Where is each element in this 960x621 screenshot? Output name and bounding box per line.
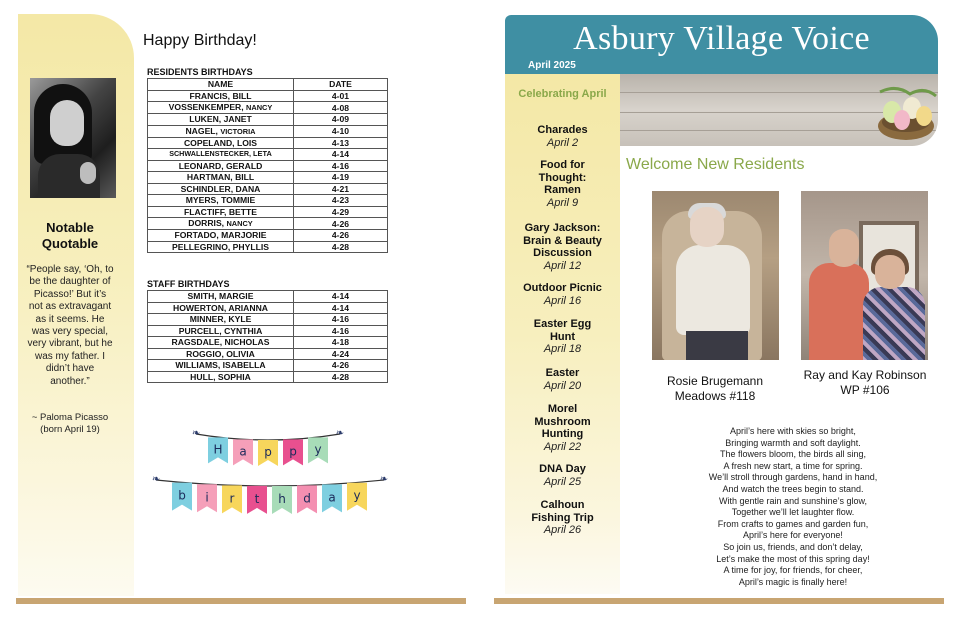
table-row [148, 241, 388, 253]
staff-date: 4-24 [294, 348, 388, 360]
event-name: Food for Thought: Ramen [538, 159, 587, 196]
resident-name: PELLEGRINO, PHYLLIS [148, 241, 294, 253]
bunting-letter: i [205, 490, 209, 505]
resident-date: 4-14 [294, 149, 388, 161]
staff-name: SMITH, MARGIE [148, 291, 294, 303]
event-item [505, 463, 620, 488]
staff-date: 4-14 [294, 302, 388, 314]
staff-name: WILLIAMS, ISABELLA [148, 360, 294, 372]
bunting-letter: d [303, 491, 311, 506]
resident-date: 4-29 [294, 206, 388, 218]
notable-quotable-title: Notable Quotable [41, 220, 99, 251]
resident-name: DORRIS, NANCY [148, 218, 294, 230]
table-row [148, 125, 388, 137]
event-item [505, 222, 620, 272]
event-date: April 25 [543, 475, 582, 488]
resident-date: 4-16 [294, 160, 388, 172]
resident-name: MYERS, TOMMIE [148, 195, 294, 207]
event-date: April 20 [543, 379, 582, 392]
resident2-unit: WP #106 [840, 383, 890, 397]
staff-name: MINNER, KYLE [148, 314, 294, 326]
table-row [148, 160, 388, 172]
table-row [148, 137, 388, 149]
bow-icon: ❧ [192, 428, 201, 439]
bunting-letter: p [264, 445, 272, 459]
event-date: April 9 [546, 196, 579, 209]
resident-name: NAGEL, VICTORIA [148, 125, 294, 137]
staff-birthdays-title: STAFF BIRTHDAYS [147, 279, 230, 289]
event-date: April 22 [543, 440, 582, 453]
resident-date: 4-23 [294, 195, 388, 207]
staff-name: ROGGIO, OLIVIA [148, 348, 294, 360]
table-row [148, 195, 388, 207]
poem-line: A fresh new start, a time for spring. [723, 460, 863, 471]
staff-name: HULL, SOPHIA [148, 371, 294, 383]
staff-date: 4-14 [294, 291, 388, 303]
bunting-letter: b [178, 488, 186, 503]
event-name: Easter [545, 367, 580, 379]
bunting-letter: a [328, 490, 336, 505]
staff-name: RAGSDALE, NICHOLAS [148, 337, 294, 349]
staff-date: 4-18 [294, 337, 388, 349]
resident-date: 4-01 [294, 90, 388, 102]
event-name: Morel Mushroom Hunting [534, 403, 591, 440]
resident-name: FORTADO, MARJORIE [148, 230, 294, 242]
staff-date: 4-16 [294, 325, 388, 337]
table-row [148, 149, 388, 161]
bow-icon: ❧ [379, 474, 388, 485]
bunting-letter: H [213, 442, 223, 457]
event-item [505, 499, 620, 537]
issue-date: April 2025 [528, 60, 576, 71]
resident-date: 4-08 [294, 102, 388, 114]
event-item [505, 159, 620, 209]
table-row [148, 371, 388, 383]
poem-line: With gentle rain and sunshine’s glow, [719, 495, 867, 506]
april-poem [640, 426, 946, 588]
table-row [148, 348, 388, 360]
event-item [505, 124, 620, 149]
poem-line: Together we’ll let laughter flow. [731, 507, 855, 518]
poem-line: April’s magic is finally here! [738, 576, 848, 587]
bunting-letter: h [278, 491, 286, 506]
poem-line: From crafts to games and garden fun, [717, 518, 869, 529]
birthday-heading: Happy Birthday! [143, 32, 257, 49]
event-item [505, 282, 620, 307]
table-row [148, 218, 388, 230]
resident-name: FRANCIS, BILL [148, 90, 294, 102]
bow-icon: ❧ [152, 474, 161, 485]
newsletter-title: Asbury Village Voice [573, 20, 870, 57]
event-date: April 16 [543, 294, 582, 307]
table-row [148, 325, 388, 337]
happy-bunting [192, 426, 344, 472]
poem-line: April’s here for everyone! [743, 530, 843, 541]
ray-kay-robinson-photo [801, 191, 928, 360]
table-row [148, 291, 388, 303]
bottom-divider-right [494, 598, 944, 604]
bow-icon: ❧ [335, 428, 344, 439]
quote-author: ~ Paloma Picasso (born April 19) [31, 412, 109, 435]
staff-birthday-table [147, 290, 388, 383]
table-row [148, 183, 388, 195]
resident-date: 4-10 [294, 125, 388, 137]
staff-date: 4-28 [294, 371, 388, 383]
bottom-divider [16, 598, 466, 604]
table-row [148, 172, 388, 184]
celebrating-heading: Celebrating April [518, 88, 607, 100]
bunting-letter: r [229, 491, 235, 506]
event-name: Gary Jackson: Brain & Beauty Discussion [523, 222, 602, 259]
poem-line: So join us, friends, and don’t delay, [723, 541, 863, 552]
resident-date: 4-21 [294, 183, 388, 195]
resident-name: VOSSENKEMPER, NANCY [148, 102, 294, 114]
poem-line: We’ll stroll through gardens, hand in hand, [708, 472, 878, 483]
poem-line: The flowers bloom, the birds all sing, [719, 449, 867, 460]
resident-name: LEONARD, GERALD [148, 160, 294, 172]
residents-birthday-table [147, 78, 388, 253]
staff-date: 4-16 [294, 314, 388, 326]
resident1-name: Rosie Brugemann [666, 374, 764, 388]
event-name: DNA Day [539, 463, 586, 475]
event-name: Easter Egg Hunt [533, 318, 592, 343]
event-date: April 12 [543, 259, 582, 272]
resident-date: 4-09 [294, 114, 388, 126]
birthday-bunting [152, 472, 388, 524]
bunting-letter: a [239, 444, 247, 459]
event-item [505, 367, 620, 392]
poem-line: A time for joy, for friends, for cheer, [723, 565, 863, 576]
event-date: April 18 [543, 343, 582, 355]
table-row [148, 206, 388, 218]
table-row [148, 90, 388, 102]
resident-name: FLACTIFF, BETTE [148, 206, 294, 218]
resident2-name: Ray and Kay Robinson [803, 368, 927, 382]
event-date: April 2 [546, 136, 579, 149]
event-name: Calhoun Fishing Trip [531, 499, 594, 524]
table-row [148, 314, 388, 326]
resident-date: 4-19 [294, 172, 388, 184]
table-row [148, 114, 388, 126]
staff-name: PURCELL, CYNTHIA [148, 325, 294, 337]
event-name: Charades [537, 124, 588, 136]
bunting-letter: y [353, 488, 361, 503]
resident-name: SCHWALLENSTECKER, LETA [148, 149, 294, 161]
resident1-unit: Meadows #118 [674, 389, 756, 403]
bunting-letter: t [254, 491, 260, 506]
poem-line: April’s here with skies so bright, [730, 426, 856, 436]
poem-line: And watch the trees begin to stand. [722, 483, 864, 494]
resident2-caption [790, 368, 940, 398]
resident-date: 4-26 [294, 230, 388, 242]
residents-birthdays-title: RESIDENTS BIRTHDAYS [147, 67, 253, 77]
resident-name: SCHINDLER, DANA [148, 183, 294, 195]
poem-line: Bringing warmth and soft daylight. [725, 437, 861, 448]
table-row [148, 360, 388, 372]
event-item [505, 403, 620, 453]
bunting-letter: p [289, 444, 297, 459]
welcome-new-residents-title: Welcome New Residents [626, 156, 805, 173]
date-column-header: DATE [294, 79, 388, 91]
staff-date: 4-26 [294, 360, 388, 372]
resident-date: 4-26 [294, 218, 388, 230]
quote-text: “People say, ‘Oh, to be the daughter of Picasso!’ But it’s not as extravagant as it seems. He was very special, very vibrant, but he was my father. I didn’t have another.” [26, 264, 114, 387]
table-row [148, 302, 388, 314]
easter-eggs-nest-icon [876, 82, 938, 142]
name-column-header: NAME [148, 79, 294, 91]
event-date: April 26 [543, 524, 582, 536]
resident-date: 4-13 [294, 137, 388, 149]
resident-name: HARTMAN, BILL [148, 172, 294, 184]
bunting-letter: y [314, 442, 322, 457]
rosie-brugemann-photo [652, 191, 779, 360]
table-row [148, 102, 388, 114]
table-row [148, 337, 388, 349]
resident-name: LUKEN, JANET [148, 114, 294, 126]
resident-name: COPELAND, LOIS [148, 137, 294, 149]
poem-line: Let’s make the most of this spring day! [716, 553, 870, 564]
resident-date: 4-28 [294, 241, 388, 253]
resident1-caption [640, 374, 790, 404]
event-name: Outdoor Picnic [523, 282, 602, 294]
table-row [148, 230, 388, 242]
event-item [505, 318, 620, 356]
paloma-picasso-photo [30, 78, 116, 198]
staff-name: HOWERTON, ARIANNA [148, 302, 294, 314]
